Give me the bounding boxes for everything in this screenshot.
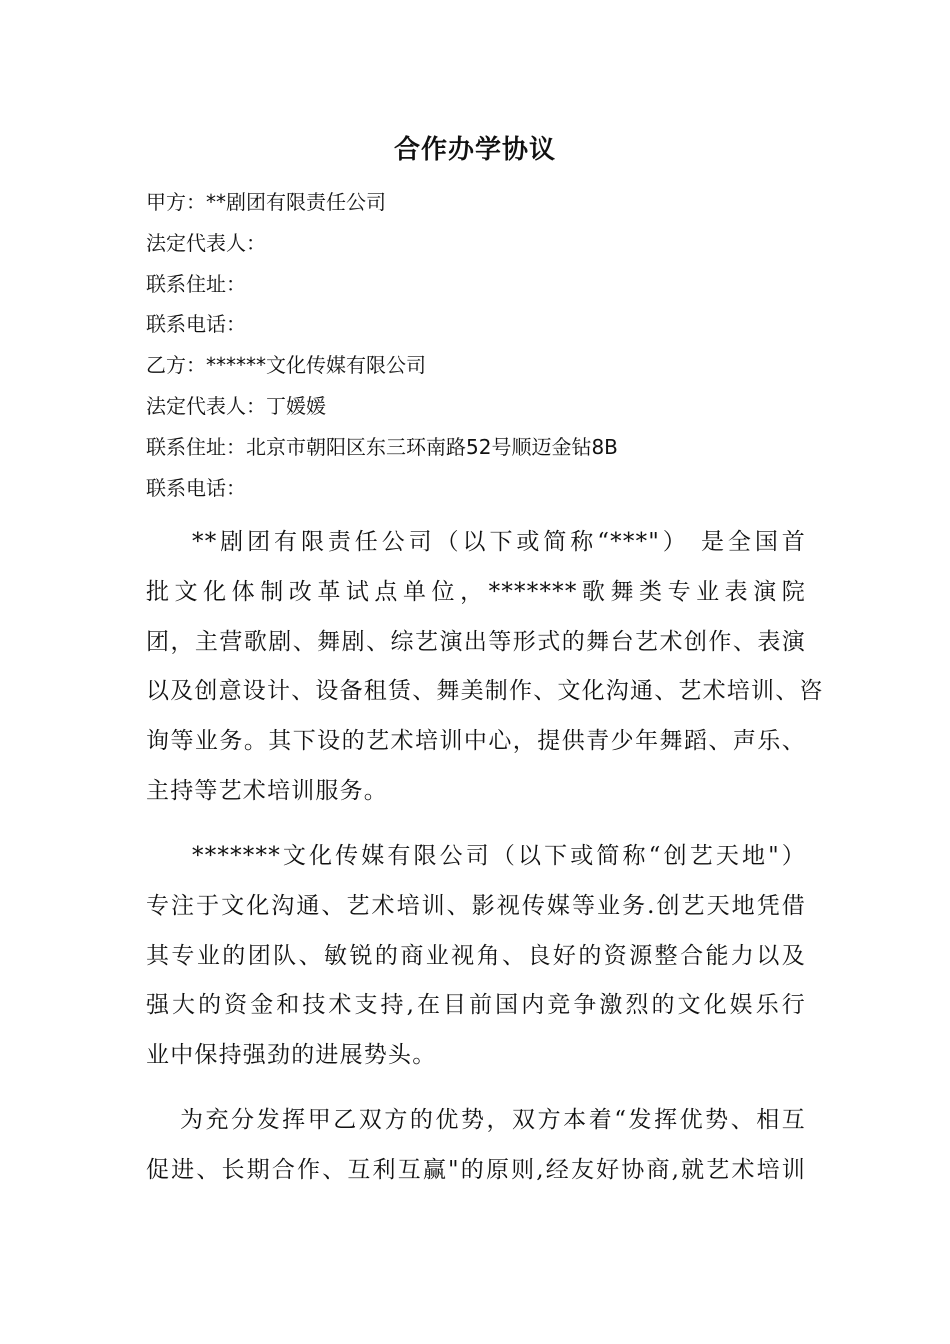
paragraph-line: 批文化体制改革试点单位，*******歌舞类专业表演院 xyxy=(146,578,806,605)
paragraph-line: 促进、长期合作、互利互赢"的原则,经友好协商,就艺术培训 xyxy=(146,1156,806,1183)
party-a-name: 甲方：**剧团有限责任公司 xyxy=(146,190,386,214)
paragraph-line: 强大的资金和技术支持,在目前国内竞争激烈的文化娱乐行 xyxy=(146,992,806,1019)
paragraph-line: **剧团有限责任公司（以下或简称“***"） 是全国首 xyxy=(192,529,806,555)
party-a-legal-rep: 法定代表人： xyxy=(146,230,266,255)
paragraph-line: 为充分发挥甲乙双方的优势，双方本着“发挥优势、相互 xyxy=(180,1107,806,1133)
paragraph-line: 以及创意设计、设备租赁、舞美制作、文化沟通、艺术培训、咨 xyxy=(146,678,824,705)
party-a-phone: 联系电话： xyxy=(146,312,246,337)
party-b-legal-rep: 法定代表人：丁媛媛 xyxy=(146,393,326,418)
paragraph-line: 业中保持强劲的进展势头。 xyxy=(146,1042,437,1069)
paragraph-line: 主持等艺术培训服务。 xyxy=(146,777,388,804)
paragraph-party-a-intro xyxy=(146,518,824,817)
paragraph-party-b-intro xyxy=(146,832,806,1081)
party-b-address: 联系住址：北京市朝阳区东三环南路52号顺迈金钻8B xyxy=(146,434,618,459)
paragraph-cooperation-purpose xyxy=(146,1096,806,1196)
party-b-name: 乙方：******文化传媒有限公司 xyxy=(146,353,426,378)
document-title: 合作办学协议 xyxy=(393,135,556,165)
parties-info xyxy=(146,182,846,508)
paragraph-line: 其专业的团队、敏锐的商业视角、良好的资源整合能力以及 xyxy=(146,942,806,969)
party-b-phone: 联系电话： xyxy=(146,475,246,500)
paragraph-line: 团，主营歌剧、舞剧、综艺演出等形式的舞台艺术创作、表演 xyxy=(146,628,806,655)
paragraph-line: 询等业务。其下设的艺术培训中心，提供青少年舞蹈、声乐、 xyxy=(146,728,806,755)
party-a-address: 联系住址： xyxy=(146,271,246,296)
paragraph-line: *******文化传媒有限公司（以下或简称“创艺天地"） xyxy=(192,843,806,869)
paragraph-line: 专注于文化沟通、艺术培训、影视传媒等业务.创艺天地凭借 xyxy=(146,892,806,919)
